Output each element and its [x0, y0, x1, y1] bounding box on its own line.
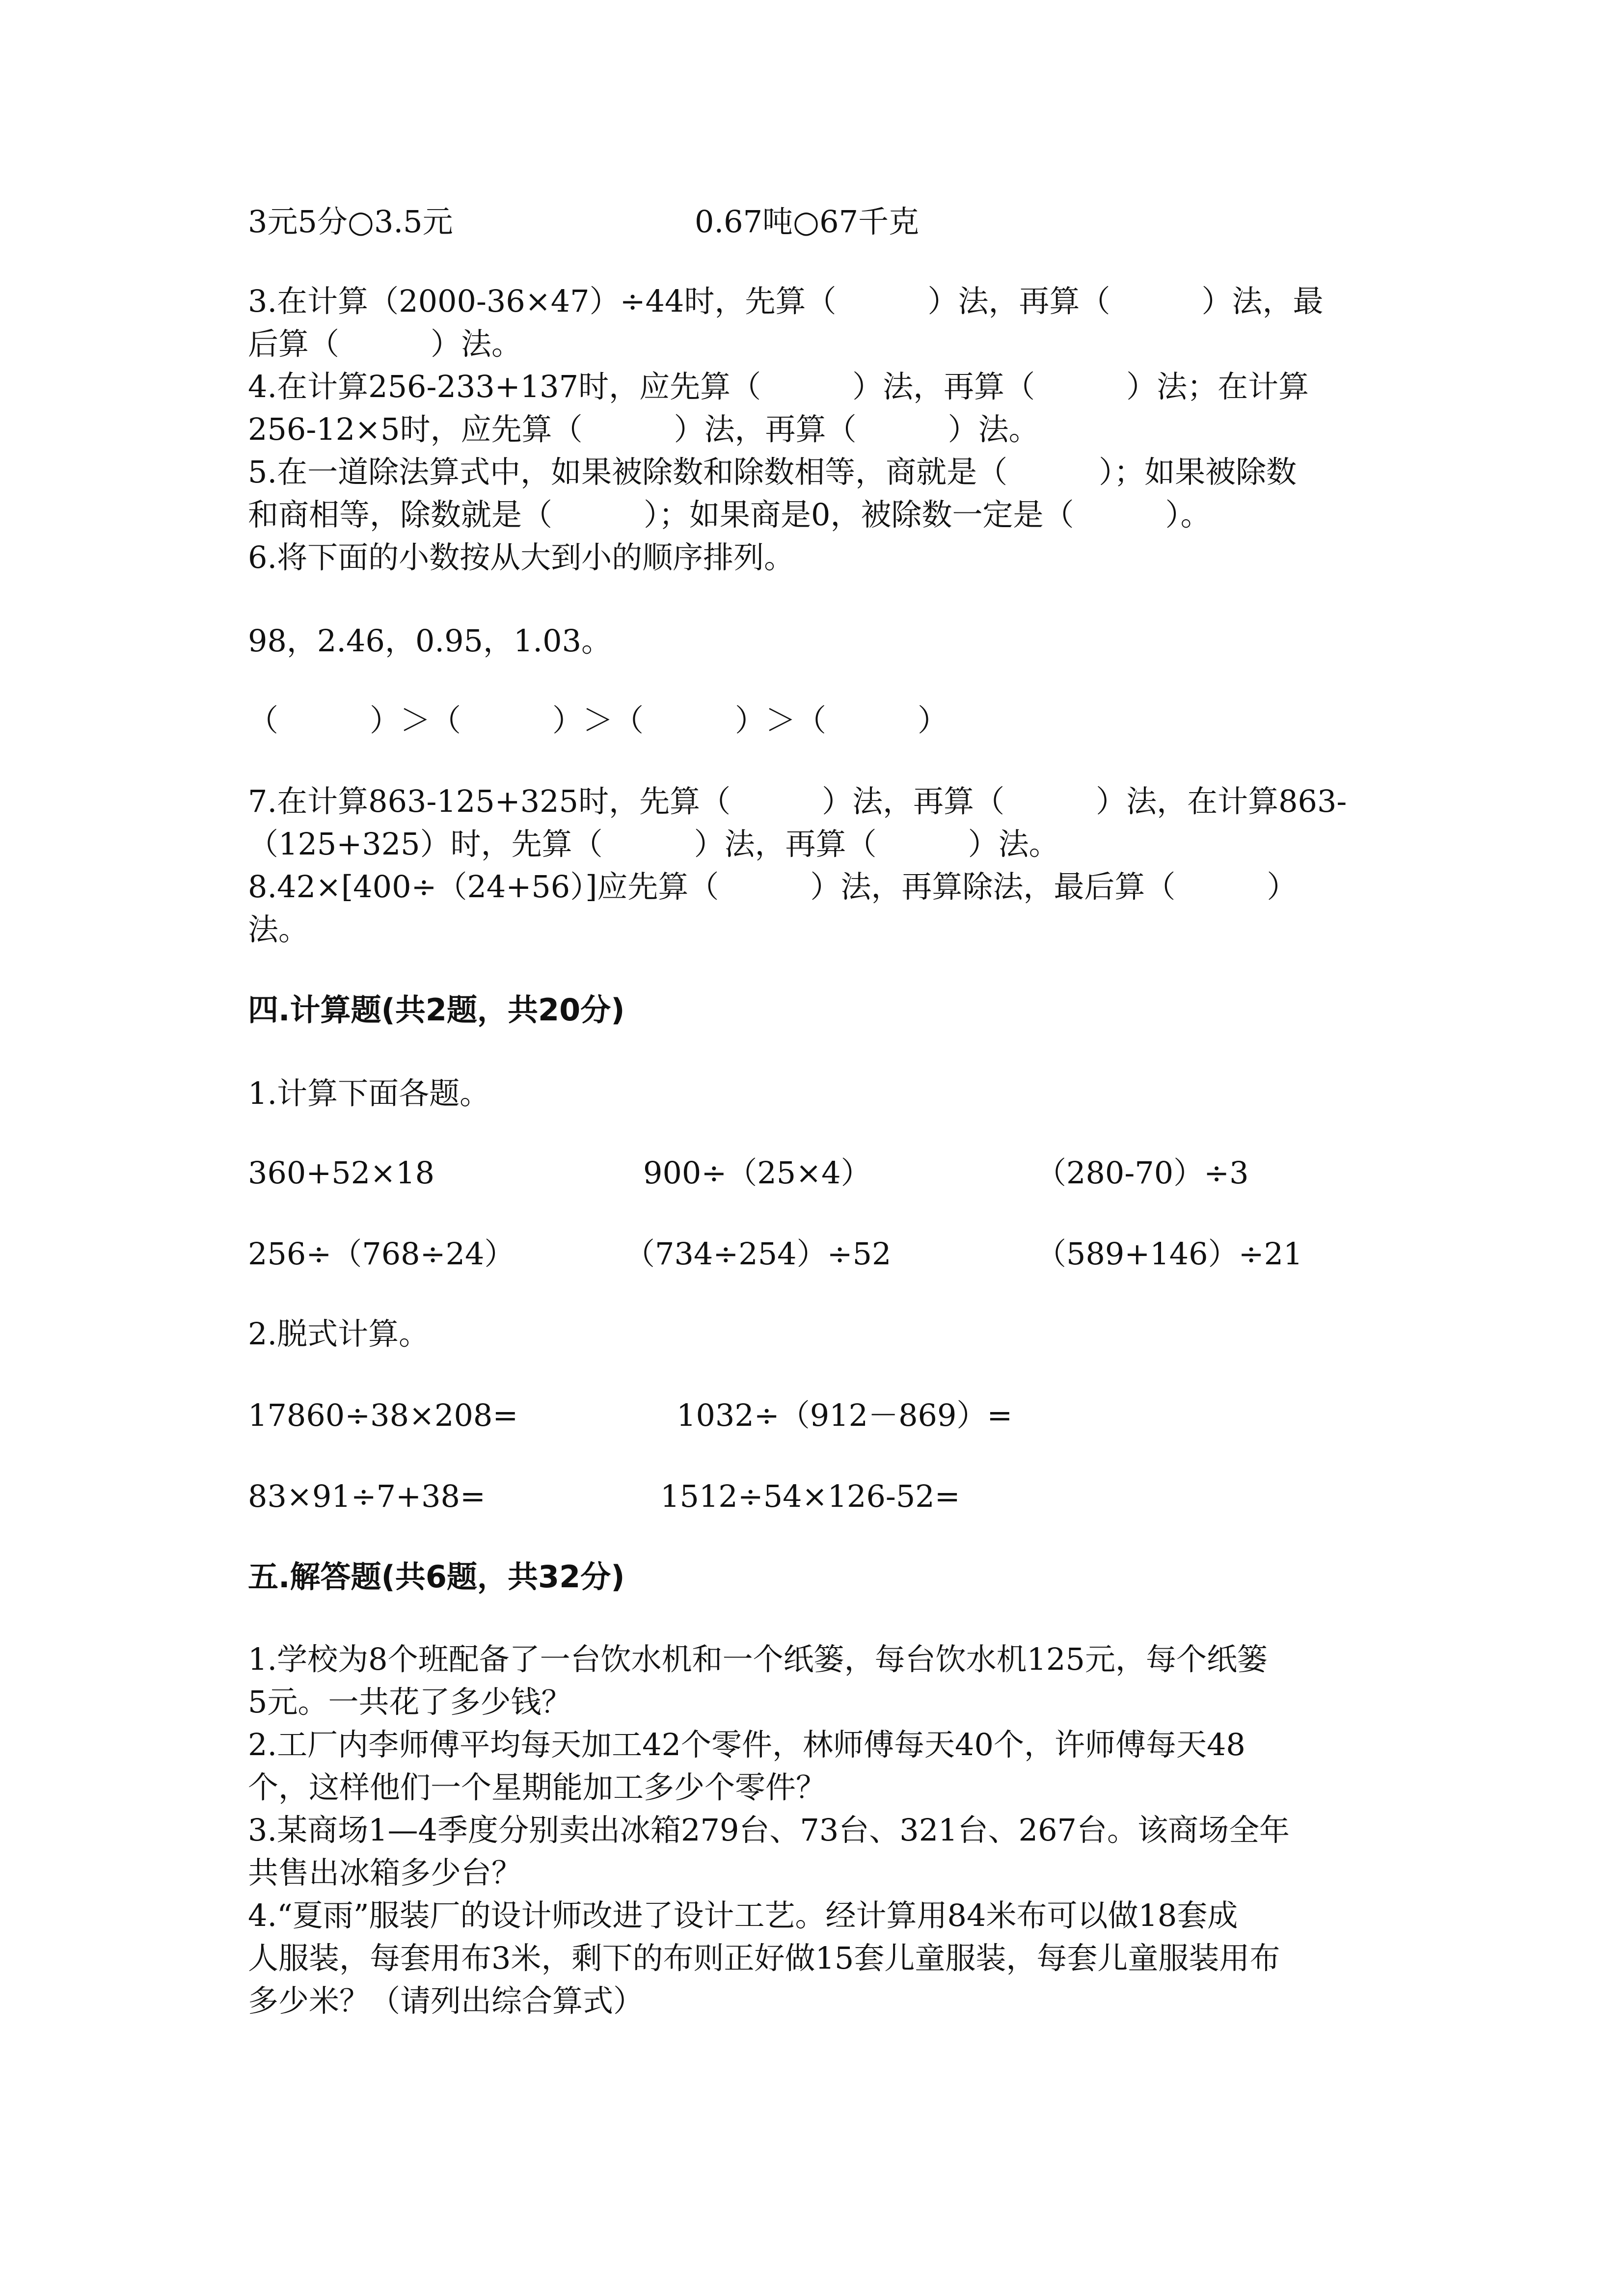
q5-line1: 5.在一道除法算式中，如果被除数和除数相等，商就是（ ）；如果被除数: [248, 454, 1297, 490]
s4-q1-expr: （589+146）÷21: [1036, 1236, 1303, 1272]
q3-line1: 3.在计算（2000-36×47）÷44时，先算（ ）法，再算（ ）法，最: [248, 283, 1324, 319]
q3-line2: 后算（ ）法。: [248, 326, 522, 362]
s5-q1-line1: 1.学校为8个班配备了一台饮水机和一个纸篓，每台饮水机125元，每个纸篓: [248, 1641, 1268, 1677]
q7-line2: （125+325）时，先算（ ）法，再算（ ）法。: [248, 826, 1059, 862]
q8-line2: 法。: [248, 911, 309, 947]
s4-q1-expr: 900÷（25×4）: [643, 1155, 871, 1191]
compare-right: 0.67吨○67千克: [695, 204, 920, 240]
s5-q2-line1: 2.工厂内李师傅平均每天加工42个零件，林师傅每天40个，许师傅每天48: [248, 1727, 1245, 1762]
s4-q1-expr: （734÷254）÷52: [624, 1236, 892, 1272]
s4-q1-expr: 360+52×18: [248, 1155, 435, 1191]
s4-q2-expr: 83×91÷7+38=: [248, 1478, 486, 1514]
s4-q2-expr: 1032÷（912－869）=: [677, 1397, 1013, 1433]
s5-q4-line1: 4.“夏雨”服装厂的设计师改进了设计工艺。经计算用84米布可以做18套成: [248, 1897, 1238, 1933]
section5-title: 五.解答题(共6题，共32分): [248, 1559, 625, 1595]
compare-left: 3元5分○3.5元: [248, 204, 453, 240]
q6-numbers: 98，2.46，0.95，1.03。: [248, 623, 612, 659]
q6-blanks: （ ）＞（ ）＞（ ）＞（ ）: [248, 702, 948, 738]
s5-q3-line2: 共售出冰箱多少台？: [248, 1855, 522, 1891]
q7-line1: 7.在计算863-125+325时，先算（ ）法，再算（ ）法，在计算863-: [248, 783, 1347, 819]
s5-q4-line3: 多少米？（请列出综合算式）: [248, 1983, 644, 2019]
q4-line2: 256-12×5时，应先算（ ）法，再算（ ）法。: [248, 411, 1039, 447]
s5-q4-line2: 人服装，每套用布3米，剩下的布则正好做15套儿童服装，每套儿童服装用布: [248, 1940, 1280, 1976]
s4-q1-expr: 256÷（768÷24）: [248, 1236, 515, 1272]
q4-line1: 4.在计算256-233+137时，应先算（ ）法，再算（ ）法；在计算: [248, 369, 1309, 404]
section4-title: 四.计算题(共2题，共20分): [248, 992, 625, 1028]
s4-q2-expr: 17860÷38×208=: [248, 1397, 518, 1433]
s5-q1-line2: 5元。一共花了多少钱？: [248, 1684, 572, 1720]
s4-q1-expr: （280-70）÷3: [1036, 1155, 1249, 1191]
s4-q1-title: 1.计算下面各题。: [248, 1075, 490, 1111]
q6-line1: 6.将下面的小数按从大到小的顺序排列。: [248, 539, 795, 575]
s4-q2-expr: 1512÷54×126-52=: [660, 1478, 960, 1514]
s4-q2-title: 2.脱式计算。: [248, 1316, 430, 1352]
s5-q3-line1: 3.某商场1—4季度分别卖出冰箱279台、73台、321台、267台。该商场全年: [248, 1812, 1290, 1848]
s5-q2-line2: 个，这样他们一个星期能加工多少个零件？: [248, 1769, 827, 1805]
q5-line2: 和商相等，除数就是（ ）；如果商是0，被除数一定是（ ）。: [248, 497, 1211, 533]
q8-line1: 8.42×[400÷（24+56）]应先算（ ）法，再算除法，最后算（ ）: [248, 869, 1298, 905]
